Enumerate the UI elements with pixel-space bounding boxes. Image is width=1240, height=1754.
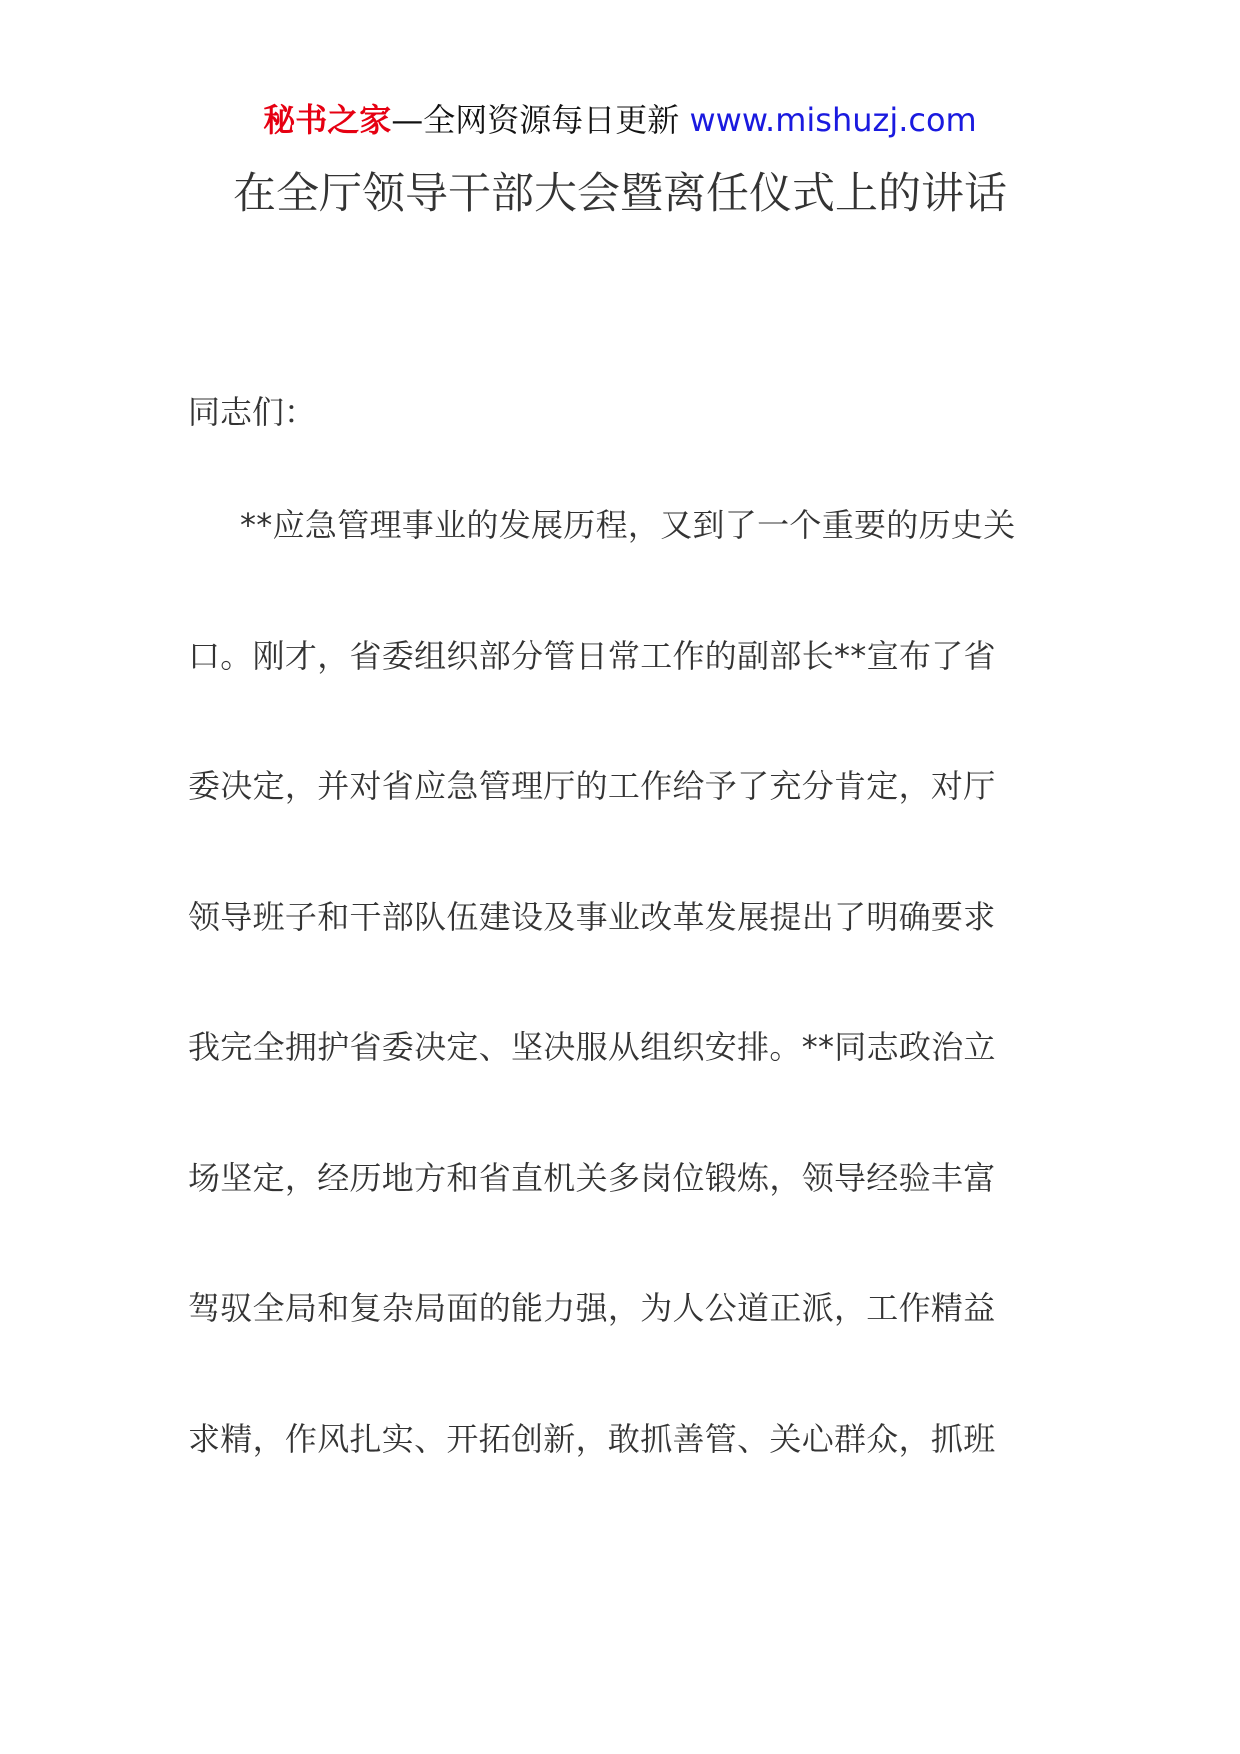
site-tagline: —全网资源每日更新 [391,101,680,139]
body-line: 我完全拥护省委决定、坚决服从组织安排。**同志政治立 [188,1028,996,1066]
body-line: 领导班子和干部队伍建设及事业改革发展提出了明确要求 [188,897,996,936]
body-line: 委决定，并对省应急管理厅的工作给予了充分肯定，对厅 [188,767,996,805]
site-url-link[interactable]: www.mishuzj.com [689,101,977,139]
body-line: **应急管理事业的发展历程，又到了一个重要的历史关 [240,506,1016,544]
site-brand: 秘书之家 [263,101,392,139]
salutation: 同志们： [188,393,317,431]
body-line: 口。刚才，省委组织部分管日常工作的副部长**宣布了省 [188,636,996,675]
body-line: 驾驭全局和复杂局面的能力强，为人公道正派，工作精益 [188,1289,996,1327]
site-header [0,100,1240,140]
document-title: 在全厅领导干部大会暨离任仪式上的讲话 [233,169,1007,219]
body-line: 求精，作风扎实、开拓创新，敢抓善管、关心群众，抓班 [188,1419,996,1458]
body-line: 场坚定，经历地方和省直机关多岗位锻炼，领导经验丰富 [188,1158,996,1197]
speech-body [188,501,1058,1545]
